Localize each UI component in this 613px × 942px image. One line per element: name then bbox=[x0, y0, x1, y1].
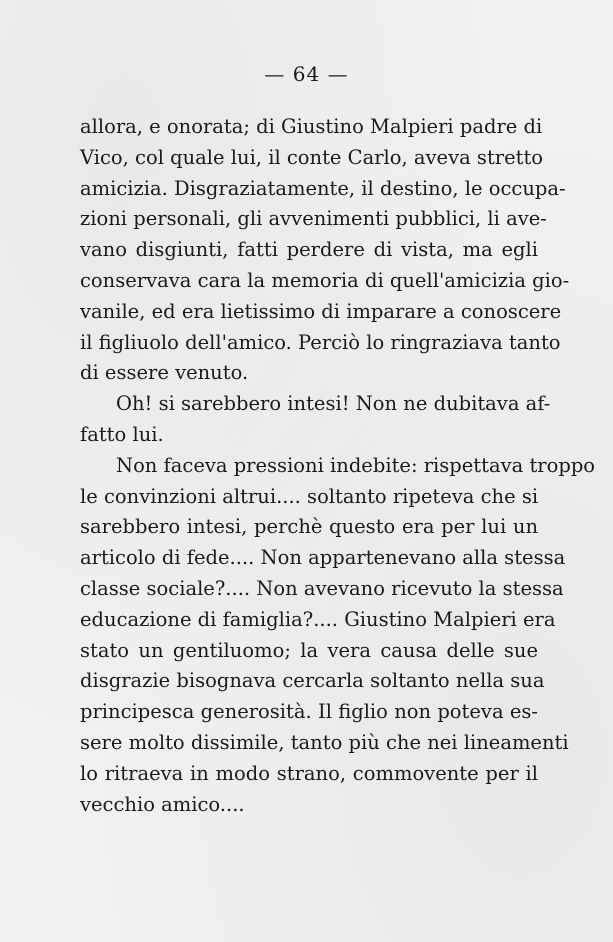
text-line: Non faceva pressioni indebite: rispettava troppo bbox=[116, 453, 596, 477]
text-line: zioni personali, gli avvenimenti pubblici, li ave- bbox=[80, 207, 547, 231]
text-line: classe sociale?.... Non avevano ricevuto la stessa bbox=[80, 576, 564, 600]
text-line: disgrazie bisognava cercarla soltanto nella sua bbox=[80, 669, 545, 693]
text-line: il figliuolo dell'amico. Perciò lo ringraziava tanto bbox=[80, 330, 561, 354]
paragraph bbox=[80, 112, 570, 389]
text-line: stato un gentiluomo; la vera causa delle sue bbox=[80, 638, 538, 662]
text-line: conservava cara la memoria di quell'amicizia gio- bbox=[80, 268, 570, 292]
text-line: allora, e onorata; di Giustino Malpieri padre di bbox=[80, 115, 543, 138]
paragraph bbox=[80, 389, 551, 451]
text-line: principesca generosità. Il figlio non poteva es- bbox=[80, 700, 538, 724]
text-line: articolo di fede.... Non appartenevano alla stessa bbox=[80, 546, 566, 570]
text-line: di essere venuto. bbox=[80, 361, 249, 385]
text-line: Vico, col quale lui, il conte Carlo, aveva stretto bbox=[80, 145, 544, 169]
text-line: lo ritraeva in modo strano, commovente per il bbox=[80, 761, 538, 785]
text-line: sere molto dissimile, tanto più che nei lineamenti bbox=[80, 730, 569, 754]
text-line: le convinzioni altrui.... soltanto ripeteva che si bbox=[80, 484, 539, 508]
text-line: Oh! si sarebbero intesi! Non ne dubitava af- bbox=[116, 392, 551, 416]
text-line: vano disgiunti, fatti perdere di vista, ma egli bbox=[80, 238, 538, 262]
text-line: fatto lui. bbox=[80, 422, 164, 446]
text-line: amicizia. Disgraziatamente, il destino, le occupa- bbox=[80, 176, 566, 200]
text-line: educazione di famiglia?.... Giustino Malpieri era bbox=[80, 607, 556, 631]
page-number: — 64 — bbox=[264, 62, 349, 86]
text-line: vecchio amico.... bbox=[80, 792, 245, 816]
text-line: vanile, ed era lietissimo di imparare a conoscere bbox=[80, 299, 562, 323]
text-line: sarebbero intesi, perchè questo era per lui un bbox=[80, 515, 538, 539]
paragraph bbox=[80, 451, 596, 821]
body-text bbox=[80, 112, 596, 820]
